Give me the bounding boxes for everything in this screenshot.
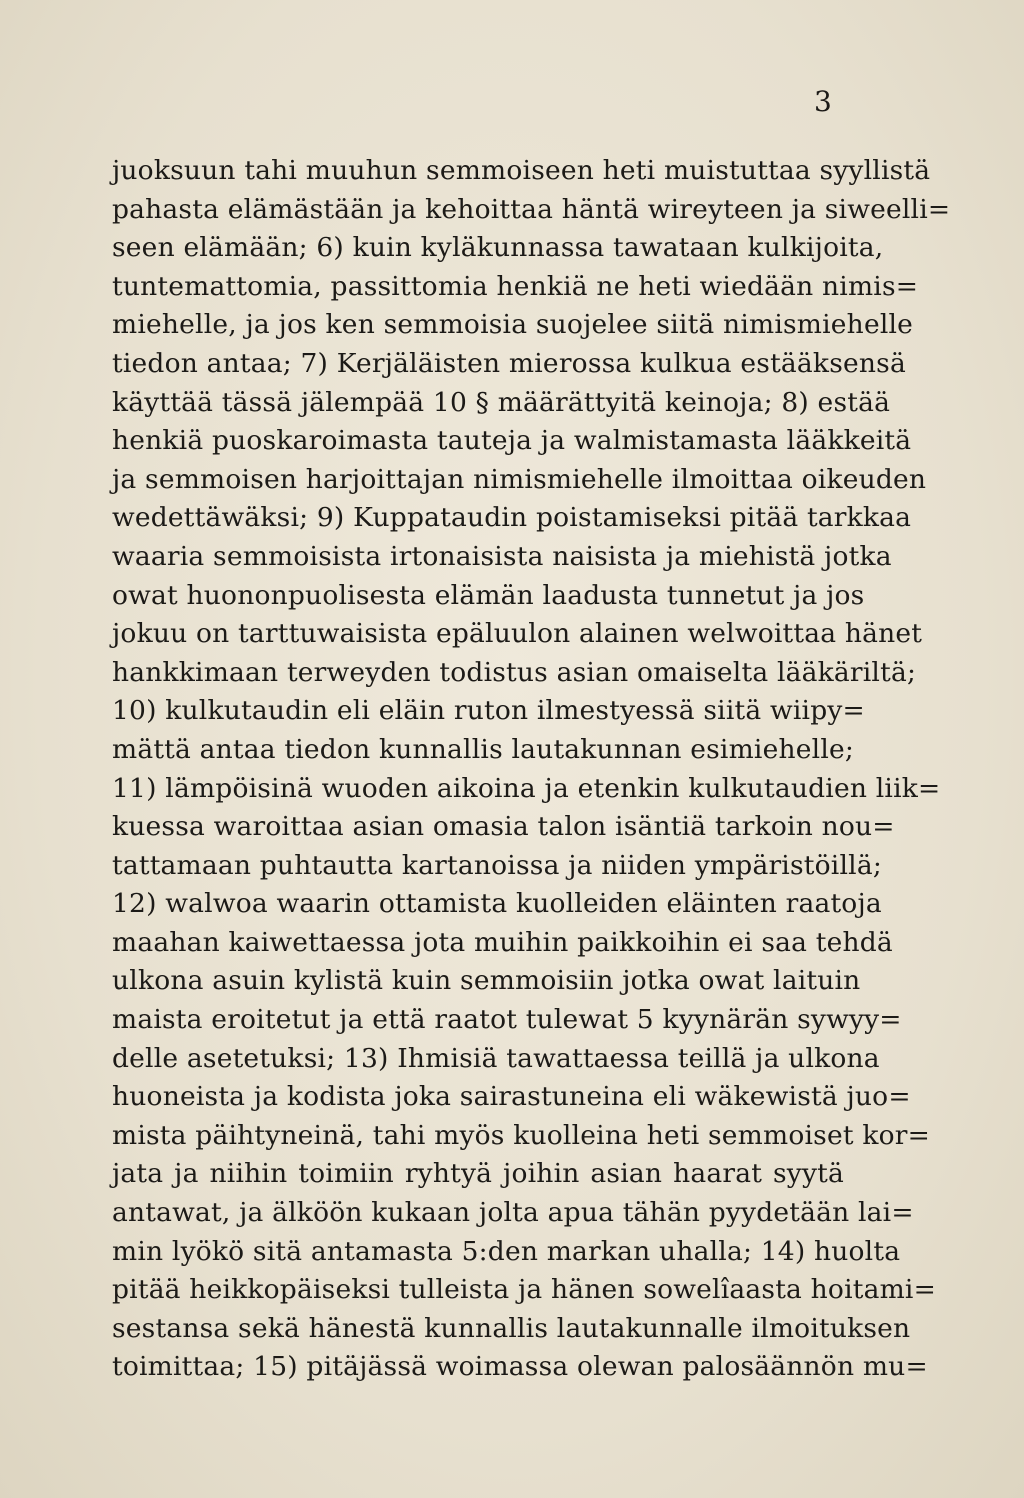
text-line: mättä antaa tiedon kunnallis lautakunnan esimiehelle; — [112, 733, 855, 765]
text-line: 12) walwoa waarin ottamista kuolleiden eläinten raatoja — [112, 888, 882, 920]
text-line: ja semmoisen harjoittajan nimismiehelle ilmoittaa oikeuden — [112, 463, 927, 495]
text-line: juoksuun tahi muuhun semmoiseen heti muistuttaa syyllistä — [112, 155, 931, 186]
text-line: jata ja niihin toimiin ryhtyä joihin asian haarat syytä — [112, 1158, 844, 1190]
text-line: 10) kulkutaudin eli eläin ruton ilmestyessä siitä wiipy= — [112, 695, 865, 727]
text-line: min lyökö sitä antamasta 5:den markan uhalla; 14) huolta — [112, 1235, 901, 1267]
text-line: antawat, ja älköön kukaan jolta apua tähän pyydetään lai= — [112, 1197, 914, 1229]
text-line: jokuu on tarttuwaisista epäluulon alainen welwoittaa hänet — [112, 618, 923, 650]
text-line: miehelle, ja jos ken semmoisia suojelee siitä nimismiehelle — [112, 309, 914, 341]
text-line: ulkona asuin kylistä kuin semmoisiin jotka owat laituin — [112, 965, 861, 997]
text-line: pahasta elämästään ja kehoittaa häntä wireyteen ja siweelli= — [112, 193, 951, 225]
text-line: waaria semmoisista irtonaisista naisista ja miehistä jotka — [112, 540, 892, 572]
text-line: 11) lämpöisinä wuoden aikoina ja etenkin kulkutaudien liik= — [112, 772, 941, 804]
text-line: henkiä puoskaroimasta tauteja ja walmistamasta lääkkeitä — [112, 425, 912, 457]
text-line: käyttää tässä jälempää 10 § määrättyitä keinoja; 8) estää — [112, 386, 891, 418]
text-line: mista päihtyneinä, tahi myös kuolleina heti semmoiset kor= — [112, 1119, 931, 1151]
text-line: wedettäwäksi; 9) Kuppataudin poistamiseksi pitää tarkkaa — [112, 502, 912, 534]
body-text — [112, 152, 951, 1387]
text-line: tiedon antaa; 7) Kerjäläisten mierossa kulkua estääksensä — [112, 347, 906, 379]
text-line: toimittaa; 15) pitäjässä woimassa olewan palosäännön mu= — [112, 1351, 928, 1383]
text-line: pitää heikkopäiseksi tulleista ja hänen sowelîaasta hoitami= — [112, 1274, 937, 1306]
text-line: tattamaan puhtautta kartanoissa ja niiden ympäristöillä; — [112, 849, 882, 881]
text-line: delle asetetuksi; 13) Ihmisiä tawattaessa teillä ja ulkona — [112, 1042, 880, 1074]
text-line: seen elämään; 6) kuin kyläkunnassa tawataan kulkijoita, — [112, 232, 884, 264]
text-line: kuessa waroittaa asian omasia talon isäntiä tarkoin nou= — [112, 811, 895, 843]
text-line: maahan kaiwettaessa jota muihin paikkoihin ei saa tehdä — [112, 926, 893, 958]
text-line: tuntemattomia, passittomia henkiä ne heti wiedään nimis= — [112, 270, 919, 302]
page-number: 3 — [814, 85, 832, 118]
text-line: maista eroitetut ja että raatot tulewat 5 kyynärän sywyy= — [112, 1004, 902, 1036]
text-line: hankkimaan terweyden todistus asian omaiselta lääkäriltä; — [112, 656, 917, 688]
text-line: sestansa sekä hänestä kunnallis lautakunnalle ilmoituksen — [112, 1312, 911, 1344]
text-line: owat huononpuolisesta elämän laadusta tunnetut ja jos — [112, 579, 865, 611]
text-line: huoneista ja kodista joka sairastuneina eli wäkewistä juo= — [112, 1081, 911, 1113]
